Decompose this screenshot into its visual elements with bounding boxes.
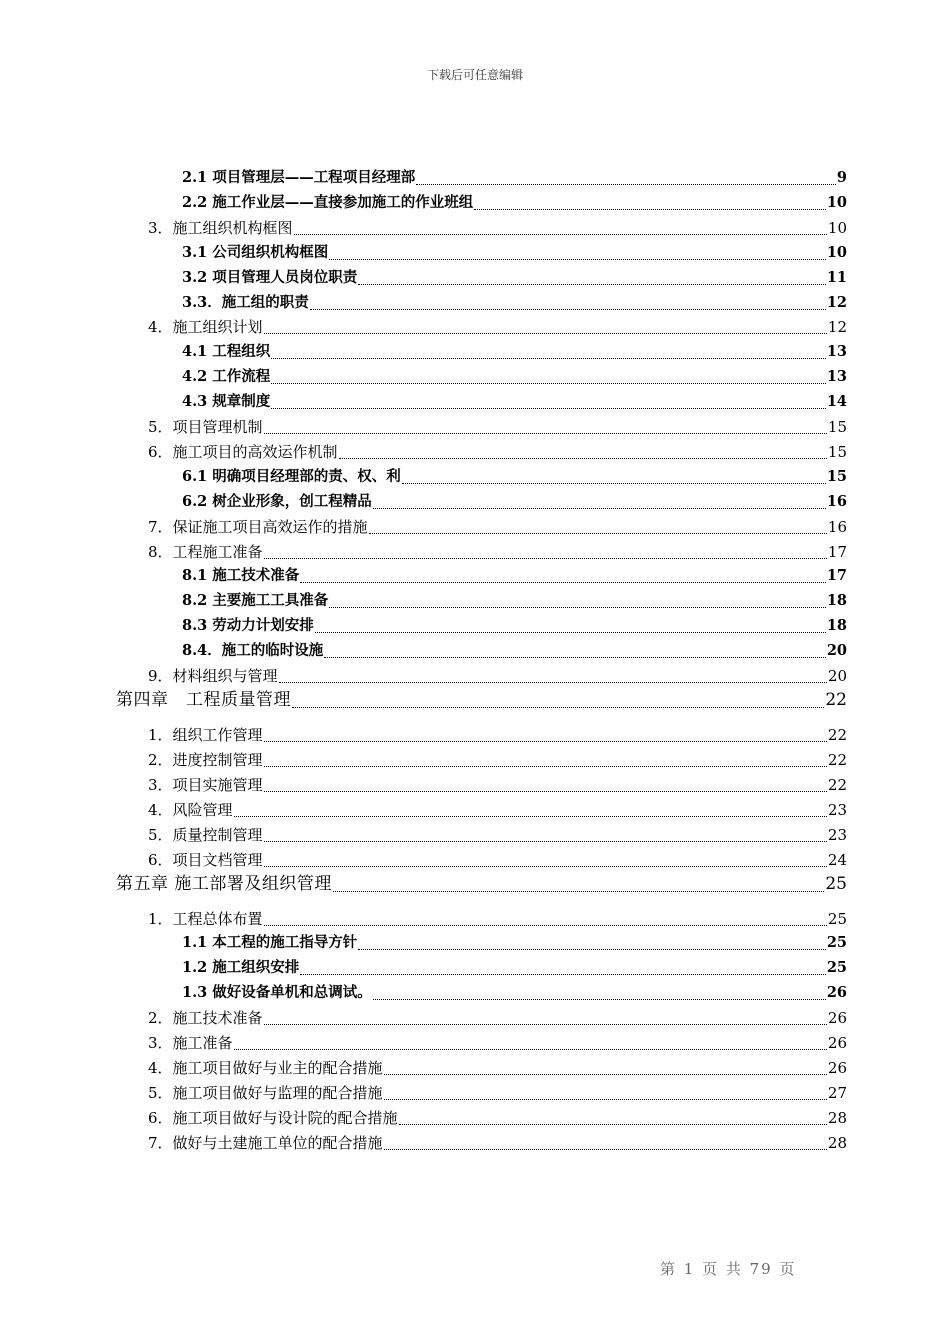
toc-dot-leader xyxy=(315,631,826,633)
toc-entry-label: 7．做好与土建施工单位的配合措施 xyxy=(148,1133,383,1152)
toc-page-number: 23 xyxy=(827,825,847,844)
page-number-footer: 第 1 页 共 79 页 xyxy=(660,1260,797,1278)
toc-chapter-entry[interactable] xyxy=(116,873,847,895)
toc-dot-leader xyxy=(264,740,827,742)
toc-entry[interactable] xyxy=(182,342,847,362)
toc-entry[interactable] xyxy=(182,591,847,611)
toc-dot-leader xyxy=(264,790,827,792)
toc-dot-leader xyxy=(333,890,824,892)
toc-entry[interactable] xyxy=(182,958,847,978)
toc-page-number: 10 xyxy=(826,243,847,261)
toc-page-number: 20 xyxy=(826,642,847,660)
toc-entry[interactable] xyxy=(182,193,847,213)
toc-entry[interactable] xyxy=(182,641,847,661)
toc-dot-leader xyxy=(271,357,826,359)
toc-entry-label: 3.1 公司组织机构框图 xyxy=(182,243,329,261)
toc-page-number: 10 xyxy=(826,193,847,211)
toc-page-number: 18 xyxy=(826,592,847,610)
toc-page-number: 16 xyxy=(827,517,847,536)
toc-page-number: 13 xyxy=(826,343,847,361)
toc-page-number: 18 xyxy=(826,617,847,635)
toc-entry-label: 4．施工组织计划 xyxy=(148,318,263,337)
toc-entry-label: 8．工程施工准备 xyxy=(148,542,263,561)
toc-entry[interactable] xyxy=(148,1133,847,1153)
toc-page-number: 23 xyxy=(827,800,847,819)
toc-page-number: 25 xyxy=(827,909,847,928)
toc-entry[interactable] xyxy=(148,666,847,686)
toc-entry-label: 9．材料组织与管理 xyxy=(148,667,278,685)
toc-dot-leader xyxy=(399,1123,827,1125)
toc-entry[interactable] xyxy=(148,442,847,462)
toc-entry-label: 5．项目管理机制 xyxy=(148,418,263,436)
toc-dot-leader xyxy=(271,382,826,384)
toc-entry[interactable] xyxy=(148,1108,847,1128)
toc-entry[interactable] xyxy=(182,243,847,263)
toc-dot-leader xyxy=(369,532,827,534)
toc-dot-leader xyxy=(373,998,826,1000)
toc-page-number: 26 xyxy=(827,1009,847,1028)
toc-entry-label: 2．进度控制管理 xyxy=(148,750,263,769)
toc-dot-leader xyxy=(234,1048,827,1050)
toc-entry-label: 3．项目实施管理 xyxy=(148,775,263,794)
toc-dot-leader xyxy=(384,1073,827,1075)
toc-page-number: 15 xyxy=(827,418,847,436)
toc-page-number: 22 xyxy=(825,690,847,710)
toc-entry[interactable] xyxy=(182,983,847,1003)
toc-page-number: 15 xyxy=(827,442,847,461)
toc-entry[interactable] xyxy=(182,616,847,636)
toc-page-number: 28 xyxy=(827,1133,847,1152)
toc-entry[interactable] xyxy=(148,542,847,562)
toc-entry[interactable] xyxy=(148,317,847,337)
toc-entry[interactable] xyxy=(148,218,847,238)
toc-entry-label: 6.1 明确项目经理部的责、权、利 xyxy=(182,467,401,485)
toc-entry-label: 1．工程总体布置 xyxy=(148,909,263,928)
toc-chapter-entry[interactable] xyxy=(116,689,847,711)
toc-entry-label: 4．施工项目做好与业主的配合措施 xyxy=(148,1058,383,1077)
toc-dot-leader xyxy=(264,332,827,334)
toc-page-number: 26 xyxy=(827,1058,847,1077)
toc-entry-label: 4.2 工作流程 xyxy=(182,368,271,386)
toc-page-number: 22 xyxy=(827,775,847,794)
toc-dot-leader xyxy=(294,233,827,235)
toc-dot-leader xyxy=(300,581,826,583)
toc-dot-leader xyxy=(234,815,827,817)
toc-dot-leader xyxy=(384,1098,827,1100)
toc-entry-label: 8.1 施工技术准备 xyxy=(182,567,300,585)
toc-entry-label: 5．施工项目做好与监理的配合措施 xyxy=(148,1083,383,1102)
toc-page-number: 26 xyxy=(827,1034,847,1052)
toc-entry-label: 1.1 本工程的施工指导方针 xyxy=(182,934,358,952)
toc-entry[interactable] xyxy=(148,517,847,537)
toc-entry[interactable] xyxy=(148,1083,847,1103)
toc-page-number: 22 xyxy=(827,750,847,769)
toc-entry[interactable] xyxy=(182,168,847,188)
toc-entry[interactable] xyxy=(182,492,847,512)
toc-entry[interactable] xyxy=(148,1033,847,1053)
toc-dot-leader xyxy=(339,457,827,459)
toc-entry[interactable] xyxy=(148,417,847,437)
toc-entry-label: 8.2 主要施工工具准备 xyxy=(182,592,329,610)
toc-dot-leader xyxy=(402,482,826,484)
page-header: 下载后可任意编辑 xyxy=(426,68,523,82)
toc-entry-label: 第五章 施工部署及组织管理 xyxy=(116,873,332,894)
toc-entry-label: 6.2 树企业形象，创工程精品 xyxy=(182,492,372,510)
toc-entry[interactable] xyxy=(182,566,847,586)
toc-entry-label: 2．施工技术准备 xyxy=(148,1009,263,1028)
toc-dot-leader xyxy=(329,606,826,608)
toc-dot-leader xyxy=(264,924,827,926)
toc-entry[interactable] xyxy=(182,392,847,412)
toc-entry-label: 4.1 工程组织 xyxy=(182,343,271,361)
toc-page-number: 24 xyxy=(827,850,847,869)
toc-dot-leader xyxy=(416,183,836,185)
toc-dot-leader xyxy=(264,765,827,767)
toc-entry-label: 3.3．施工组的职责 xyxy=(182,293,309,311)
toc-dot-leader xyxy=(279,681,827,683)
toc-entry-label: 8.3 劳动力计划安排 xyxy=(182,617,314,635)
toc-page-number: 15 xyxy=(826,467,847,485)
toc-entry-label: 3．施工准备 xyxy=(148,1034,233,1052)
toc-dot-leader xyxy=(264,1023,827,1025)
toc-entry-label: 1.2 施工组织安排 xyxy=(182,959,300,977)
toc-dot-leader xyxy=(264,432,827,434)
toc-dot-leader xyxy=(324,656,826,658)
toc-entry[interactable] xyxy=(148,1008,847,1028)
toc-page-number: 11 xyxy=(826,268,847,286)
toc-entry-label: 4．风险管理 xyxy=(148,800,233,819)
toc-page-number: 14 xyxy=(826,393,847,411)
toc-entry[interactable] xyxy=(148,909,847,929)
toc-entry[interactable] xyxy=(182,293,847,313)
toc-dot-leader xyxy=(310,308,826,310)
toc-entry-label: 1.3 做好设备单机和总调试。 xyxy=(182,984,372,1002)
toc-entry[interactable] xyxy=(148,850,847,870)
toc-page-number: 12 xyxy=(827,318,847,337)
toc-dot-leader xyxy=(384,1148,827,1150)
toc-dot-leader xyxy=(474,208,826,210)
toc-dot-leader xyxy=(358,948,826,950)
toc-page-number: 13 xyxy=(826,368,847,386)
toc-entry[interactable] xyxy=(148,775,847,795)
toc-entry[interactable] xyxy=(182,268,847,288)
toc-entry[interactable] xyxy=(148,1058,847,1078)
toc-entry-label: 2.1 项目管理层——工程项目经理部 xyxy=(182,169,416,186)
toc-entry-label: 5．质量控制管理 xyxy=(148,825,263,844)
toc-page-number: 25 xyxy=(825,873,847,894)
toc-dot-leader xyxy=(264,865,827,867)
toc-entry-label: 6．施工项目做好与设计院的配合措施 xyxy=(148,1108,398,1127)
toc-page-number: 25 xyxy=(826,959,847,977)
toc-dot-leader xyxy=(292,706,824,708)
toc-entry-label: 6．项目文档管理 xyxy=(148,850,263,869)
toc-page-number: 28 xyxy=(827,1108,847,1127)
toc-entry-label: 第四章 工程质量管理 xyxy=(116,690,291,710)
toc-page-number: 25 xyxy=(826,934,847,952)
toc-page-number: 10 xyxy=(827,218,847,237)
toc-entry[interactable] xyxy=(182,367,847,387)
toc-dot-leader xyxy=(329,258,826,260)
toc-entry-label: 8.4．施工的临时设施 xyxy=(182,642,324,660)
toc-dot-leader xyxy=(264,840,827,842)
toc-dot-leader xyxy=(264,557,827,559)
toc-dot-leader xyxy=(271,407,826,409)
toc-page-number: 12 xyxy=(826,293,847,311)
toc-page-number: 17 xyxy=(827,542,847,561)
toc-dot-leader xyxy=(373,507,826,509)
toc-page-number: 9 xyxy=(836,169,847,186)
toc-page-number: 22 xyxy=(827,726,847,744)
toc-page-number: 27 xyxy=(827,1083,847,1102)
toc-entry[interactable] xyxy=(148,800,847,820)
toc-entry-label: 3．施工组织机构框图 xyxy=(148,218,293,237)
toc-entry[interactable] xyxy=(182,467,847,487)
toc-page-number: 16 xyxy=(826,492,847,510)
toc-entry-label: 1．组织工作管理 xyxy=(148,726,263,744)
toc-dot-leader xyxy=(300,973,826,975)
toc-dot-leader xyxy=(358,283,826,285)
toc-entry-label: 6．施工项目的高效运作机制 xyxy=(148,442,338,461)
toc-page-number: 17 xyxy=(826,567,847,585)
toc-page-number: 26 xyxy=(826,984,847,1002)
toc-entry[interactable] xyxy=(148,725,847,745)
toc-entry-label: 3.2 项目管理人员岗位职责 xyxy=(182,268,358,286)
toc-entry[interactable] xyxy=(182,933,847,953)
toc-entry-label: 2.2 施工作业层——直接参加施工的作业班组 xyxy=(182,193,474,211)
toc-page-number: 20 xyxy=(827,667,847,685)
toc-entry-label: 7．保证施工项目高效运作的措施 xyxy=(148,517,368,536)
toc-entry-label: 4.3 规章制度 xyxy=(182,393,271,411)
toc-entry[interactable] xyxy=(148,825,847,845)
toc-entry[interactable] xyxy=(148,750,847,770)
